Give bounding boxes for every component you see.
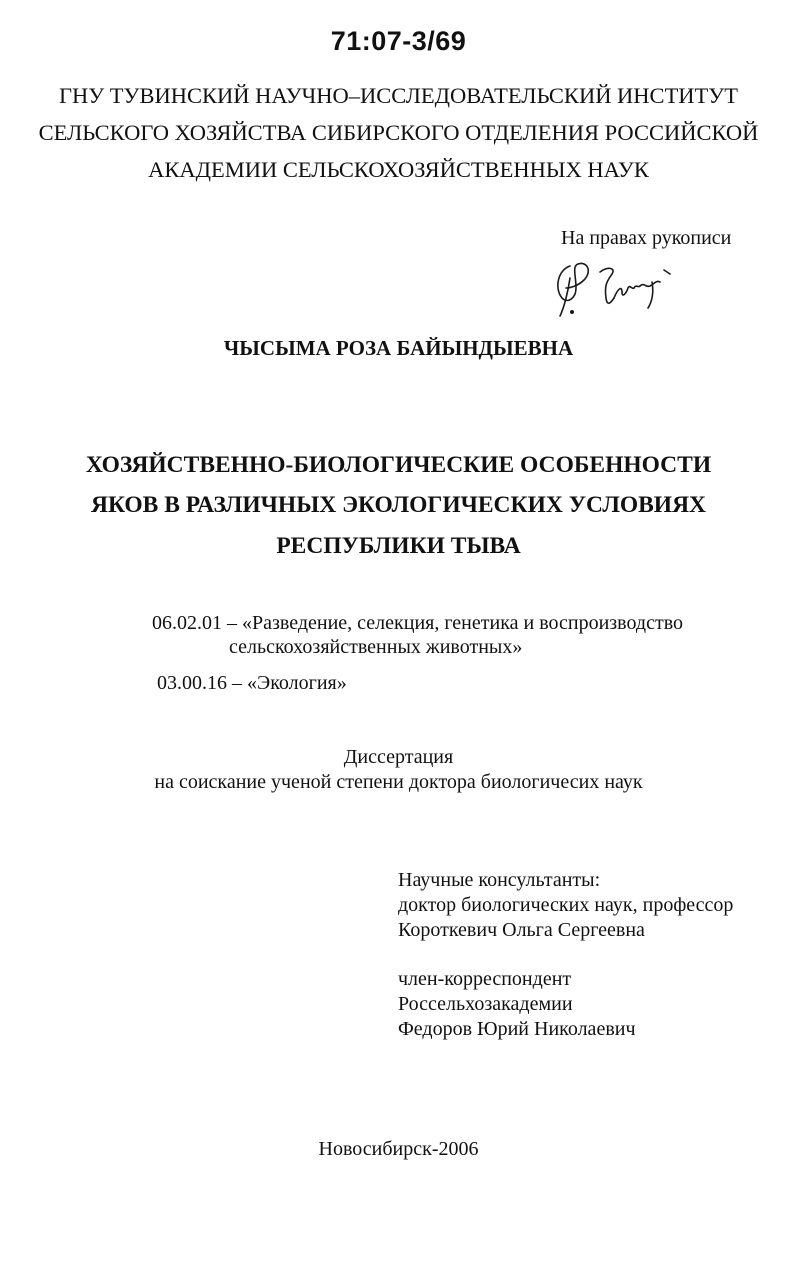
- catalog-number: 71:07-3/69: [330, 26, 467, 56]
- consultant-2-name: Федоров Юрий Николаевич: [398, 1018, 636, 1040]
- dissertation-type: Диссертация: [343, 746, 454, 768]
- institution-line-3: АКАДЕМИИ СЕЛЬСКОХОЗЯЙСТВЕННЫХ НАУК: [148, 157, 649, 182]
- place-and-year: Новосибирск-2006: [318, 1138, 479, 1160]
- specialty-1-line-1: 06.02.01 – «Разведение, селекция, генетика и воспроизводство: [152, 612, 684, 634]
- author-name: ЧЫСЫМА РОЗА БАЙЫНДЫЕВНА: [223, 336, 574, 360]
- handwritten-signature: [548, 258, 688, 320]
- manuscript-note: На правах рукописи: [561, 227, 732, 249]
- dissertation-title-line-3: РЕСПУБЛИКИ ТЫВА: [276, 533, 521, 559]
- institution-line-1: ГНУ ТУВИНСКИЙ НАУЧНО–ИССЛЕДОВАТЕЛЬСКИЙ ИНСТИТУТ: [59, 83, 738, 108]
- dissertation-degree: на соискание ученой степени доктора биологичесих наук: [154, 771, 643, 793]
- dissertation-title-line-1: ХОЗЯЙСТВЕННО-БИОЛОГИЧЕСКИЕ ОСОБЕННОСТИ: [85, 452, 712, 478]
- consultants-heading: Научные консультанты:: [398, 869, 601, 891]
- consultant-2-title-line-1: член-корреспондент: [398, 968, 572, 990]
- consultant-2-title-line-2: Россельхозакадемии: [398, 993, 573, 1015]
- consultant-1-name: Короткевич Ольга Сергеевна: [398, 919, 645, 941]
- dissertation-title-line-2: ЯКОВ В РАЗЛИЧНЫХ ЭКОЛОГИЧЕСКИХ УСЛОВИЯХ: [90, 492, 707, 518]
- consultant-1-title: доктор биологических наук, профессор: [398, 894, 734, 916]
- specialty-1-line-2: сельскохозяйственных животных»: [229, 636, 523, 658]
- specialty-2: 03.00.16 – «Экология»: [157, 672, 347, 694]
- institution-line-2: СЕЛЬСКОГО ХОЗЯЙСТВА СИБИРСКОГО ОТДЕЛЕНИЯ РОССИЙСКОЙ: [38, 120, 759, 145]
